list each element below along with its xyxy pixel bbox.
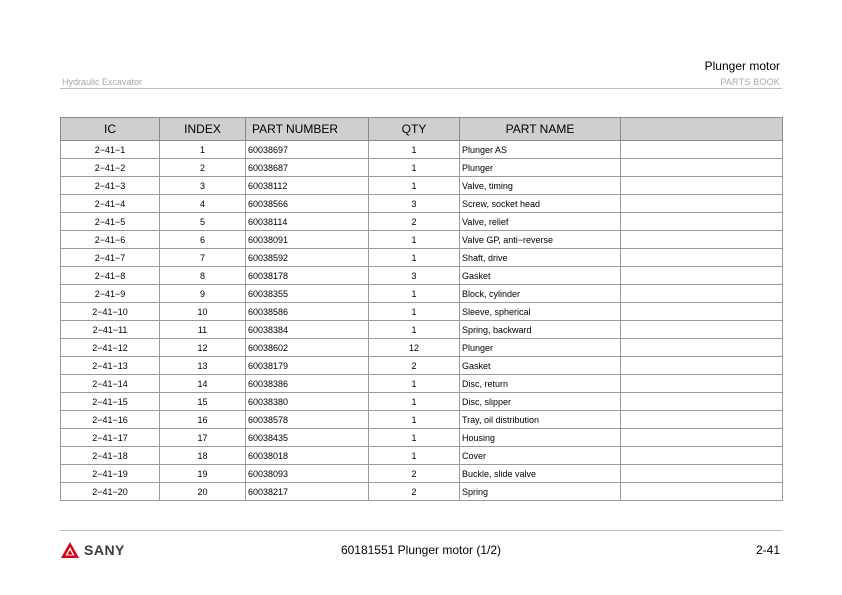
cell-part-name: Housing: [460, 429, 621, 447]
cell-part-number: 60038586: [246, 303, 369, 321]
cell-qty: 3: [369, 195, 460, 213]
table-row: [61, 339, 783, 357]
parts-table: [60, 117, 783, 501]
cell-part-name: Disc, slipper: [460, 393, 621, 411]
cell-ic: 2−41−12: [61, 339, 160, 357]
cell-ic: 2−41−7: [61, 249, 160, 267]
cell-spacer: [621, 357, 783, 375]
cell-qty: 1: [369, 141, 460, 159]
table-row: [61, 321, 783, 339]
cell-part-name: Block, cylinder: [460, 285, 621, 303]
cell-ic: 2−41−11: [61, 321, 160, 339]
cell-part-name: Disc, return: [460, 375, 621, 393]
cell-part-name: Valve, relief: [460, 213, 621, 231]
cell-spacer: [621, 249, 783, 267]
cell-part-name: Gasket: [460, 267, 621, 285]
machine-type-label: Hydraulic Excavator: [62, 77, 143, 87]
cell-ic: 2−41−4: [61, 195, 160, 213]
cell-spacer: [621, 393, 783, 411]
logo-text: SANY: [84, 542, 125, 558]
cell-ic: 2−41−2: [61, 159, 160, 177]
cell-part-name: Valve, timing: [460, 177, 621, 195]
cell-part-name: Gasket: [460, 357, 621, 375]
cell-qty: 1: [369, 429, 460, 447]
cell-part-number: 60038566: [246, 195, 369, 213]
cell-part-number: 60038386: [246, 375, 369, 393]
cell-part-number: 60038217: [246, 483, 369, 501]
table-row: [61, 231, 783, 249]
column-header-ic: IC: [61, 118, 160, 141]
cell-qty: 1: [369, 231, 460, 249]
cell-part-number: 60038179: [246, 357, 369, 375]
cell-part-number: 60038602: [246, 339, 369, 357]
cell-ic: 2−41−13: [61, 357, 160, 375]
cell-part-number: 60038592: [246, 249, 369, 267]
cell-index: 20: [160, 483, 246, 501]
cell-part-name: Buckle, slide valve: [460, 465, 621, 483]
cell-index: 5: [160, 213, 246, 231]
cell-qty: 1: [369, 249, 460, 267]
table-row: [61, 393, 783, 411]
cell-part-name: Tray, oil distribution: [460, 411, 621, 429]
cell-qty: 1: [369, 375, 460, 393]
column-header-qty: QTY: [369, 118, 460, 141]
cell-part-name: Screw, socket head: [460, 195, 621, 213]
footer-divider: [60, 530, 782, 531]
cell-qty: 2: [369, 357, 460, 375]
cell-part-number: 60038178: [246, 267, 369, 285]
table-row: [61, 195, 783, 213]
cell-part-name: Spring, backward: [460, 321, 621, 339]
cell-spacer: [621, 429, 783, 447]
cell-spacer: [621, 267, 783, 285]
cell-ic: 2−41−15: [61, 393, 160, 411]
cell-index: 8: [160, 267, 246, 285]
cell-part-name: Spring: [460, 483, 621, 501]
cell-part-name: Shaft, drive: [460, 249, 621, 267]
cell-ic: 2−41−6: [61, 231, 160, 249]
table-row: [61, 141, 783, 159]
cell-index: 10: [160, 303, 246, 321]
cell-spacer: [621, 141, 783, 159]
cell-spacer: [621, 321, 783, 339]
cell-part-name: Plunger: [460, 339, 621, 357]
cell-part-number: 60038384: [246, 321, 369, 339]
cell-spacer: [621, 285, 783, 303]
document-title: 60181551 Plunger motor (1/2): [340, 543, 502, 557]
cell-part-number: 60038687: [246, 159, 369, 177]
cell-spacer: [621, 303, 783, 321]
table-row: [61, 285, 783, 303]
page-number: 2-41: [755, 543, 780, 557]
cell-index: 13: [160, 357, 246, 375]
cell-index: 6: [160, 231, 246, 249]
cell-spacer: [621, 411, 783, 429]
cell-ic: 2−41−14: [61, 375, 160, 393]
cell-index: 7: [160, 249, 246, 267]
cell-qty: 1: [369, 303, 460, 321]
cell-index: 2: [160, 159, 246, 177]
column-header-part-number: PART NUMBER: [246, 118, 369, 141]
cell-part-number: 60038578: [246, 411, 369, 429]
cell-part-name: Cover: [460, 447, 621, 465]
cell-qty: 2: [369, 465, 460, 483]
cell-spacer: [621, 195, 783, 213]
page-title: Plunger motor: [704, 59, 780, 73]
cell-ic: 2−41−1: [61, 141, 160, 159]
cell-index: 11: [160, 321, 246, 339]
table-row: [61, 447, 783, 465]
table-row: [61, 249, 783, 267]
cell-qty: 1: [369, 393, 460, 411]
cell-part-name: Plunger: [460, 159, 621, 177]
cell-index: 15: [160, 393, 246, 411]
cell-part-number: 60038018: [246, 447, 369, 465]
cell-index: 17: [160, 429, 246, 447]
cell-index: 19: [160, 465, 246, 483]
table-row: [61, 411, 783, 429]
cell-index: 12: [160, 339, 246, 357]
table-row: [61, 375, 783, 393]
cell-part-name: Plunger AS: [460, 141, 621, 159]
cell-part-name: Sleeve, spherical: [460, 303, 621, 321]
cell-qty: 3: [369, 267, 460, 285]
cell-part-number: 60038114: [246, 213, 369, 231]
cell-qty: 2: [369, 213, 460, 231]
table-row: [61, 213, 783, 231]
cell-spacer: [621, 231, 783, 249]
cell-part-number: 60038093: [246, 465, 369, 483]
header-divider: [60, 88, 782, 89]
table-row: [61, 177, 783, 195]
cell-qty: 1: [369, 285, 460, 303]
table-row: [61, 465, 783, 483]
cell-index: 1: [160, 141, 246, 159]
table-row: [61, 303, 783, 321]
cell-qty: 2: [369, 483, 460, 501]
cell-ic: 2−41−5: [61, 213, 160, 231]
cell-spacer: [621, 483, 783, 501]
cell-qty: 1: [369, 411, 460, 429]
cell-ic: 2−41−20: [61, 483, 160, 501]
cell-index: 3: [160, 177, 246, 195]
table-row: [61, 357, 783, 375]
column-header-index: INDEX: [160, 118, 246, 141]
book-type-label: PARTS BOOK: [720, 77, 780, 87]
cell-ic: 2−41−16: [61, 411, 160, 429]
cell-part-name: Valve GP, anti−reverse: [460, 231, 621, 249]
table-row: [61, 267, 783, 285]
cell-spacer: [621, 159, 783, 177]
cell-spacer: [621, 177, 783, 195]
cell-qty: 1: [369, 321, 460, 339]
cell-ic: 2−41−19: [61, 465, 160, 483]
cell-ic: 2−41−9: [61, 285, 160, 303]
cell-spacer: [621, 213, 783, 231]
cell-spacer: [621, 375, 783, 393]
table-row: [61, 483, 783, 501]
table-row: [61, 429, 783, 447]
cell-ic: 2−41−3: [61, 177, 160, 195]
cell-part-number: 60038091: [246, 231, 369, 249]
cell-index: 18: [160, 447, 246, 465]
cell-index: 4: [160, 195, 246, 213]
cell-part-number: 60038697: [246, 141, 369, 159]
cell-ic: 2−41−17: [61, 429, 160, 447]
cell-index: 16: [160, 411, 246, 429]
cell-part-number: 60038112: [246, 177, 369, 195]
cell-part-number: 60038380: [246, 393, 369, 411]
cell-ic: 2−41−8: [61, 267, 160, 285]
cell-ic: 2−41−10: [61, 303, 160, 321]
cell-ic: 2−41−18: [61, 447, 160, 465]
cell-index: 14: [160, 375, 246, 393]
cell-spacer: [621, 339, 783, 357]
cell-index: 9: [160, 285, 246, 303]
cell-spacer: [621, 447, 783, 465]
cell-part-number: 60038435: [246, 429, 369, 447]
cell-part-number: 60038355: [246, 285, 369, 303]
column-header-part-name: PART NAME: [460, 118, 621, 141]
cell-spacer: [621, 465, 783, 483]
column-header-spacer: [621, 118, 783, 141]
cell-qty: 12: [369, 339, 460, 357]
table-row: [61, 159, 783, 177]
cell-qty: 1: [369, 177, 460, 195]
cell-qty: 1: [369, 447, 460, 465]
cell-qty: 1: [369, 159, 460, 177]
table-header-row: [61, 118, 783, 141]
